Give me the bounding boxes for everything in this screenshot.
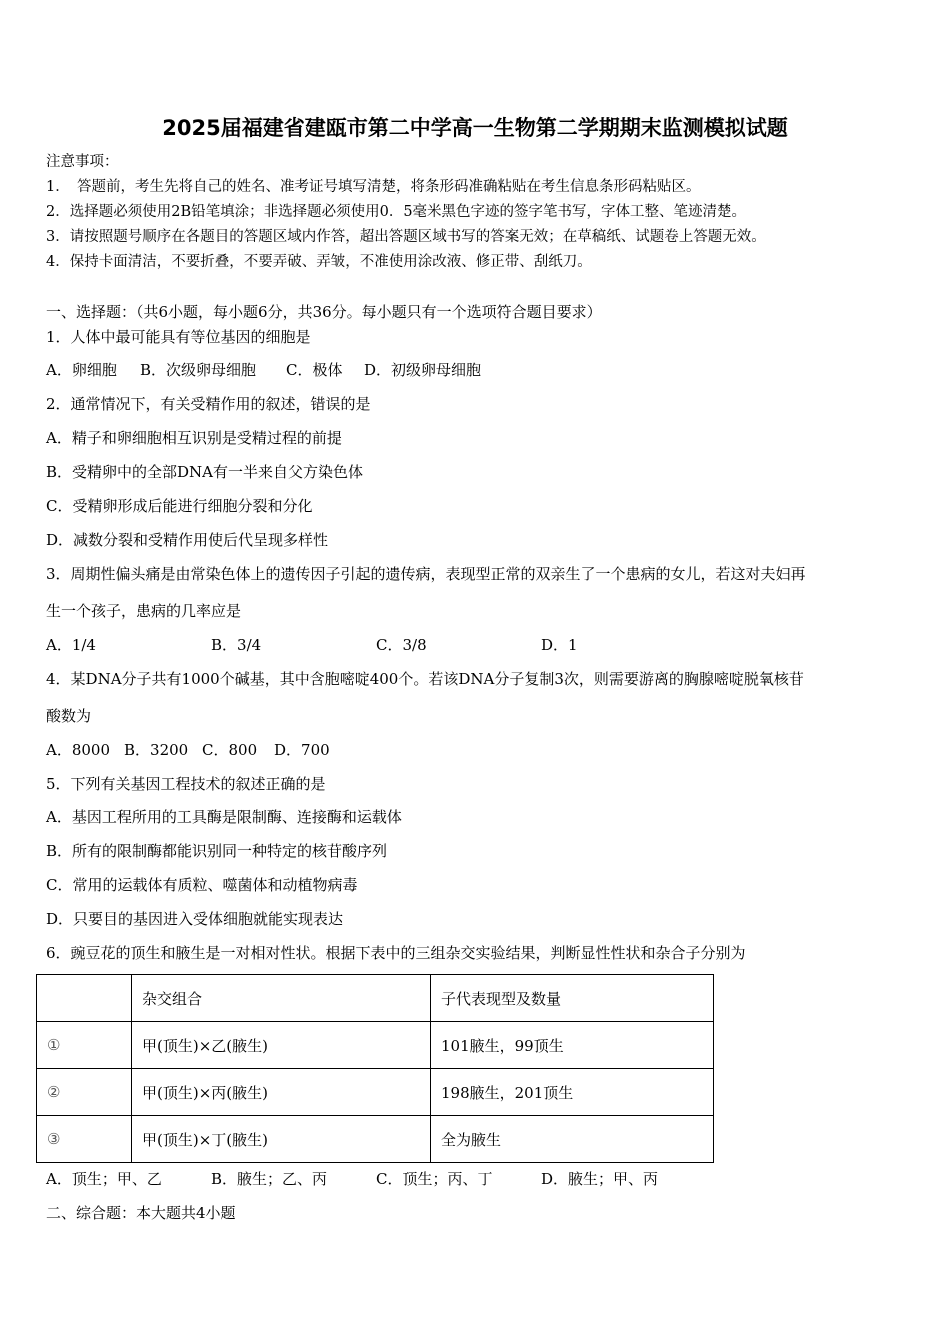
option: A．基因工程所用的工具酶是限制酶、连接酶和运载体 <box>46 808 402 826</box>
section-heading: 一、选择题：（共6小题，每小题6分，共36分。每小题只有一个选项符合题目要求） <box>46 303 602 321</box>
table-cell-result: 101腋生，99顶生 <box>431 1022 714 1069</box>
table-header-cell: 子代表现型及数量 <box>431 975 714 1022</box>
option: B．3200 <box>124 741 189 759</box>
option: C．顶生；丙、丁 <box>376 1170 493 1188</box>
option: B．所有的限制酶都能识别同一种特定的核苷酸序列 <box>46 842 388 860</box>
option-row <box>46 1169 658 1189</box>
option: C．受精卵形成后能进行细胞分裂和分化 <box>46 497 313 515</box>
option: A．1/4 <box>46 636 96 654</box>
page-title: 2025届福建省建瓯市第二中学高一生物第二学期期末监测模拟试题 <box>162 116 788 140</box>
cross-results-table <box>36 974 714 1163</box>
option: A．卵细胞 <box>46 361 117 379</box>
option-row <box>46 635 578 655</box>
option: A．顶生；甲、乙 <box>46 1170 162 1188</box>
option: C．常用的运载体有质粒、噬菌体和动植物病毒 <box>46 876 358 894</box>
table-cell-cross: 甲(顶生)×乙(腋生) <box>132 1022 431 1069</box>
option: B．次级卵母细胞 <box>140 361 257 379</box>
question-stem-cont: 生一个孩子，患病的几率应是 <box>46 602 242 620</box>
option: D．1 <box>541 636 578 654</box>
table-cell-group: ③ <box>37 1116 132 1163</box>
question-stem: 2．通常情况下，有关受精作用的叙述，错误的是 <box>46 395 371 413</box>
option: D．腋生；甲、丙 <box>541 1170 659 1188</box>
notice-item: 4．保持卡面清洁，不要折叠，不要弄破、弄皱，不准使用涂改液、修正带、刮纸刀。 <box>46 254 592 270</box>
option: A．8000 <box>46 741 111 759</box>
table-row <box>37 1022 714 1069</box>
question-stem-cont: 酸数为 <box>46 707 92 725</box>
option: B．腋生；乙、丙 <box>211 1170 328 1188</box>
table-header-cell: 杂交组合 <box>132 975 431 1022</box>
option: C．极体 <box>286 361 343 379</box>
table-cell-result: 198腋生，201顶生 <box>431 1069 714 1116</box>
table-cell-result: 全为腋生 <box>431 1116 714 1163</box>
question-stem: 3．周期性偏头痛是由常染色体上的遗传因子引起的遗传病，表现型正常的双亲生了一个患病的女儿，若这对夫妇再 <box>46 565 806 583</box>
option: D．初级卵母细胞 <box>364 361 482 379</box>
option: C．3/8 <box>376 636 427 654</box>
option: D．只要目的基因进入受体细胞就能实现表达 <box>46 910 344 928</box>
option: B．受精卵中的全部DNA有一半来自父方染色体 <box>46 463 364 481</box>
notice-item: 2．选择题必须使用2B铅笔填涂；非选择题必须使用0．5毫米黑色字迹的签字笔书写，字体工整、笔迹清楚。 <box>46 204 747 220</box>
question-stem: 4．某DNA分子共有1000个碱基，其中含胞嘧啶400个。若该DNA分子复制3次，则需要游离的胸腺嘧啶脱氧核苷 <box>46 670 804 688</box>
table-row <box>37 1116 714 1163</box>
question-stem: 1．人体中最可能具有等位基因的细胞是 <box>46 328 311 346</box>
table-cell-group: ① <box>37 1022 132 1069</box>
option: B．3/4 <box>211 636 262 654</box>
question-stem: 5．下列有关基因工程技术的叙述正确的是 <box>46 775 326 793</box>
table-cell-group: ② <box>37 1069 132 1116</box>
notice-item: 1． 答题前，考生先将自己的姓名、准考证号填写清楚，将条形码准确粘贴在考生信息条形码粘贴区。 <box>46 179 701 195</box>
question-stem: 6．豌豆花的顶生和腋生是一对相对性状。根据下表中的三组杂交实验结果，判断显性性状和杂合子分别为 <box>46 944 746 962</box>
section-heading: 二、综合题：本大题共4小题 <box>46 1204 236 1222</box>
option: D．700 <box>274 741 330 759</box>
option: D．减数分裂和受精作用使后代呈现多样性 <box>46 531 329 549</box>
table-header-cell <box>37 975 132 1022</box>
option-row <box>46 740 330 760</box>
table-cell-cross: 甲(顶生)×丁(腋生) <box>132 1116 431 1163</box>
table-header-row <box>37 975 714 1022</box>
table-cell-cross: 甲(顶生)×丙(腋生) <box>132 1069 431 1116</box>
option: A．精子和卵细胞相互识别是受精过程的前提 <box>46 429 342 447</box>
option-row <box>46 360 481 380</box>
notice-heading: 注意事项： <box>46 154 119 170</box>
option: C．800 <box>202 741 258 759</box>
table-row <box>37 1069 714 1116</box>
notice-item: 3．请按照题号顺序在各题目的答题区域内作答，超出答题区域书写的答案无效；在草稿纸、试题卷上答题无效。 <box>46 229 766 245</box>
